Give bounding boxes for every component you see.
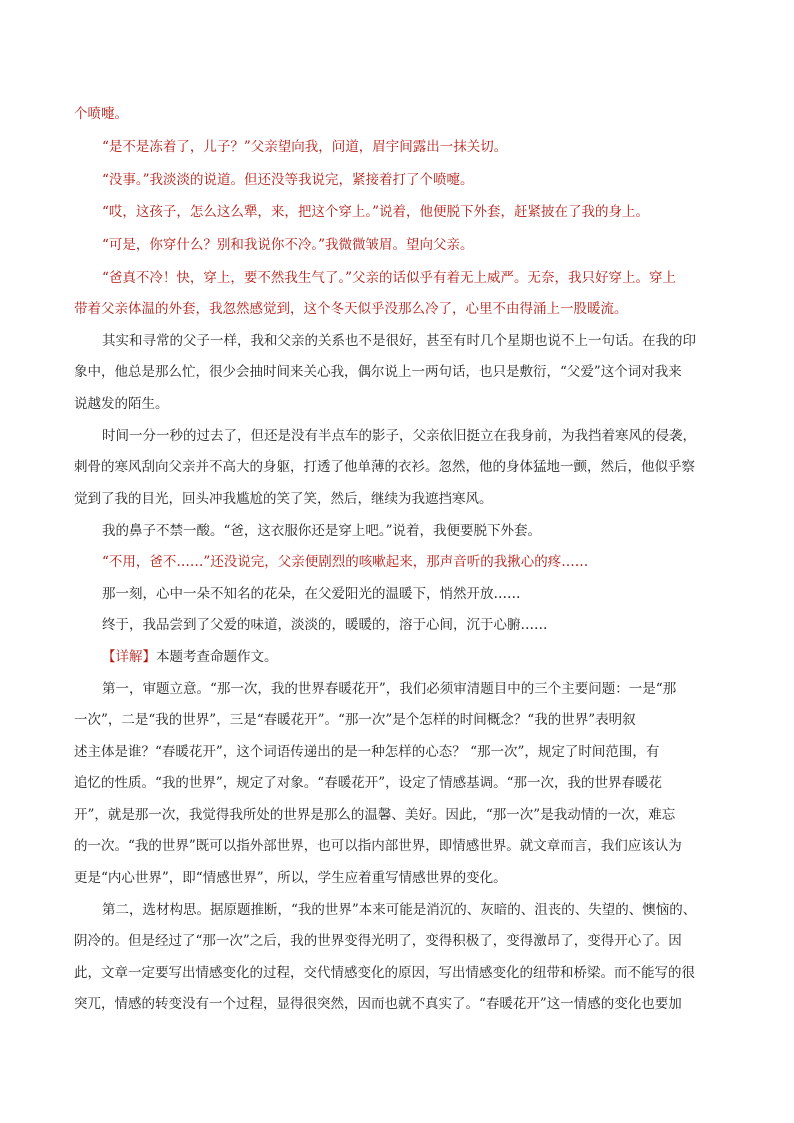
- analysis-line: 追忆的性质。“我的世界”，规定了对象。“春暖花开”，设定了情感基调。“那一次，我的世界春暖花: [74, 775, 663, 791]
- essay-line: 刺骨的寒风刮向父亲并不高大的身躯，打透了他单薄的衣衫。忽然，他的身体猛地一颤，然后，他似乎察: [74, 459, 695, 475]
- essay-line: 带着父亲体温的外套，我忽然感觉到，这个冬天似乎没那么冷了，心里不由得涌上一股暖流。: [74, 301, 628, 317]
- explanation-heading-line: [102, 646, 726, 668]
- analysis-line: 开”，就是那一次，我觉得我所处的世界是那么的温馨、美好。因此，“那一次”是我动情的一次，难忘: [74, 807, 676, 823]
- essay-line: 终于，我品尝到了父爱的味道，淡淡的，暖暖的，溶于心间，沉于心腑……: [102, 617, 548, 633]
- essay-line: “哎，这孩子，怎么这么犟，来，把这个穿上。”说着，他便脱下外套，赶紧披在了我的身上。: [102, 204, 650, 220]
- essay-line: 我的鼻子不禁一酸。“爸，这衣服你还是穿上吧。”说着，我便要脱下外套。: [102, 523, 542, 539]
- analysis-line: 阴冷的。但是经过了“那一次”之后，我的世界变得光明了，变得积极了，变得激昂了，变得开心了。因: [74, 933, 682, 949]
- essay-line: 那一刻，心中一朵不知名的花朵，在父爱阳光的温暖下，悄然开放……: [102, 586, 521, 602]
- essay-line: 个喷嚏。: [74, 106, 128, 122]
- essay-line: 象中，他总是那么忙，很少会抽时间来关心我，偶尔说上一两句话，也只是敷衍，“父爱”这个词对我来: [74, 364, 682, 380]
- analysis-line: 突兀，情感的转变没有一个过程，显得很突然，因而也就不真实了。“春暖花开”这一情感的变化也要加: [74, 996, 682, 1012]
- essay-line: 时间一分一秒的过去了，但还是没有半点车的影子，父亲依旧挺立在我身前，为我挡着寒风的侵袭，: [102, 428, 696, 444]
- essay-line: 觉到了我的目光，回头冲我尴尬的笑了笑，然后，继续为我遮挡寒风。: [74, 491, 493, 507]
- essay-line: “不用，爸不……”还没说完，父亲便剧烈的咳嗽起来，那声音听的我揪心的疼……: [102, 554, 589, 570]
- essay-line: “是不是冻着了，儿子？”父亲望向我，问道，眉宇间露出一抹关切。: [102, 139, 508, 155]
- analysis-line: 第一，审题立意。“那一次，我的世界春暖花开”，我们必须审清题目中的三个主要问题：一是“那: [102, 681, 677, 697]
- analysis-line: 的一次。“我的世界”既可以指外部世界，也可以指内部世界，即情感世界。就文章而言，我们应该认为: [74, 838, 682, 854]
- essay-line: “爸真不冷！快，穿上，要不然我生气了。”父亲的话似乎有着无上威严。无奈，我只好穿上。穿上: [102, 270, 677, 286]
- analysis-line: 第二，选材构思。据原题推断，“我的世界”本来可能是消沉的、灰暗的、沮丧的、失望的、懊恼的、: [102, 902, 697, 918]
- essay-line: “没事。”我淡淡的说道。但还没等我说完，紧接着打了个喷嚏。: [102, 172, 474, 188]
- analysis-line: 此，文章一定要写出情感变化的过程，交代情感变化的原因，写出情感变化的纽带和桥梁。而不能写的很: [74, 965, 695, 981]
- analysis-line: 一次”，二是“我的世界”，三是“春暖花开”。“那一次”是个怎样的时间概念？“我的世界”表明叙: [74, 712, 636, 728]
- essay-line: “可是，你穿什么？别和我说你不冷。”我微微皱眉。望向父亲。: [102, 237, 474, 253]
- analysis-line: 更是“内心世界”，即“情感世界”，所以，学生应着重写情感世界的变化。: [74, 870, 507, 886]
- essay-line: 说越发的陌生。: [74, 396, 169, 412]
- explanation-tag: 【详解】: [102, 649, 156, 665]
- explanation-intro: 本题考查命题作文。: [156, 649, 278, 665]
- essay-line: 其实和寻常的父子一样，我和父亲的关系也不是很好，甚至有时几个星期也说不上一句话。在我的印: [102, 333, 696, 349]
- analysis-line: 述主体是谁？“春暖花开”，这个词语传递出的是一种怎样的心态？ “那一次”，规定了时间范围，有: [74, 744, 660, 760]
